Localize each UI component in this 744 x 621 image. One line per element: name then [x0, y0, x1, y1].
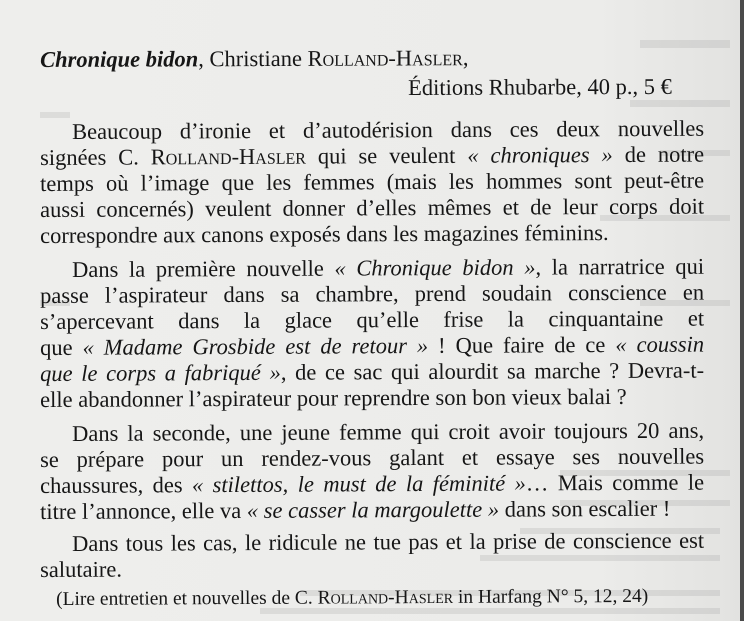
p2-text-b: , la narratrice qui [535, 253, 705, 280]
p2-quote-corps-fabrique: que le corps a fabriqué » [40, 359, 281, 386]
p1-quote-chroniques: « chroniques » [467, 142, 613, 168]
p3-quote-margoulette: « se casser la margoulette » [246, 496, 500, 523]
paragraph-1-line-1: Beaucoup d’ironie et d’autodérision dans ces deux nouvelles [72, 115, 705, 144]
p1-text-c: de notre [612, 141, 705, 168]
p2-text-que: que [40, 334, 83, 360]
author-first-name: Christiane [209, 45, 308, 72]
paragraph-4-line-2: salutaire. [40, 556, 122, 582]
publisher-line: Éditions Rhubarbe, 40 p., 5 € [408, 73, 672, 100]
p2-quote-chronique-bidon: « Chronique bidon » [334, 254, 536, 281]
book-reference-line [40, 44, 468, 74]
p1-text-a: signées C. [40, 144, 151, 170]
p3-text-chaussures: chaussures, des [40, 472, 193, 498]
separator: , [198, 46, 210, 72]
p2-quote-madame-grosbide: « Madame Grosbide est de retour » [82, 332, 429, 360]
p3-text-mais: … Mais comme le [525, 469, 705, 496]
paragraph-3-line-1: Dans la seconde, une jeune femme qui croit avoir toujours 20 ans, [72, 417, 705, 446]
footer-text-a: (Lire entretien et nouvelles de C. [56, 587, 318, 610]
author-last-name: Rolland-Hasler [307, 45, 463, 71]
footer-text-b: in Harfang N° 5, 12, 24) [452, 585, 649, 608]
p2-quote-coussin: « coussin [615, 331, 705, 357]
author-trailing-comma: , [462, 45, 469, 71]
footer-author-name: Rolland-Hasler [317, 586, 454, 609]
paragraph-1-line-5: correspondre aux canons exposés dans les magazines féminins. [40, 220, 609, 248]
paragraph-1-line-3: temps où l’image que les femmes (mais les hommes sont peut-être [40, 167, 705, 196]
p2-text-que-faire: ! Que faire de ce [428, 331, 616, 358]
p3-quote-stilettos: « stilettos, le must de la féminité » [191, 470, 526, 498]
p1-author-name: Rolland-Hasler [150, 143, 307, 170]
p2-text-a: Dans la première nouvelle [72, 255, 335, 282]
paragraph-4-line-1: Dans tous les cas, le ridicule ne tue pas et la prise de conscience est [72, 527, 705, 556]
page-binding-edge [740, 0, 744, 621]
paragraph-3-line-4 [40, 495, 670, 526]
p3-text-titre: titre l’annonce, elle va [40, 497, 247, 524]
p2-text-sac: , de ce sac qui alourdit sa marche ? Devra-t- [280, 357, 705, 385]
paragraph-2-line-6: elle abandonner l’aspirateur pour reprendre son bon vieux balai ? [40, 383, 627, 412]
book-title: Chronique bidon [40, 46, 199, 72]
p3-text-escalier: dans son escalier ! [499, 495, 671, 522]
p1-text-b: qui se veulent [305, 142, 468, 169]
paragraph-1-line-4: aussi concernés) veulent donner d’elles mêmes et de leur corps doit [40, 193, 705, 222]
paragraph-3-line-2: se prépare pour un rendez-vous galant et essaye ses nouvelles [40, 443, 705, 472]
paragraph-2-line-2: passe l’aspirateur dans sa chambre, prend soudain conscience en [40, 279, 705, 308]
footer-reference [56, 585, 648, 612]
paragraph-2-line-3: s’apercevant dans la glace qu’elle frise la cinquantaine et [40, 305, 705, 334]
